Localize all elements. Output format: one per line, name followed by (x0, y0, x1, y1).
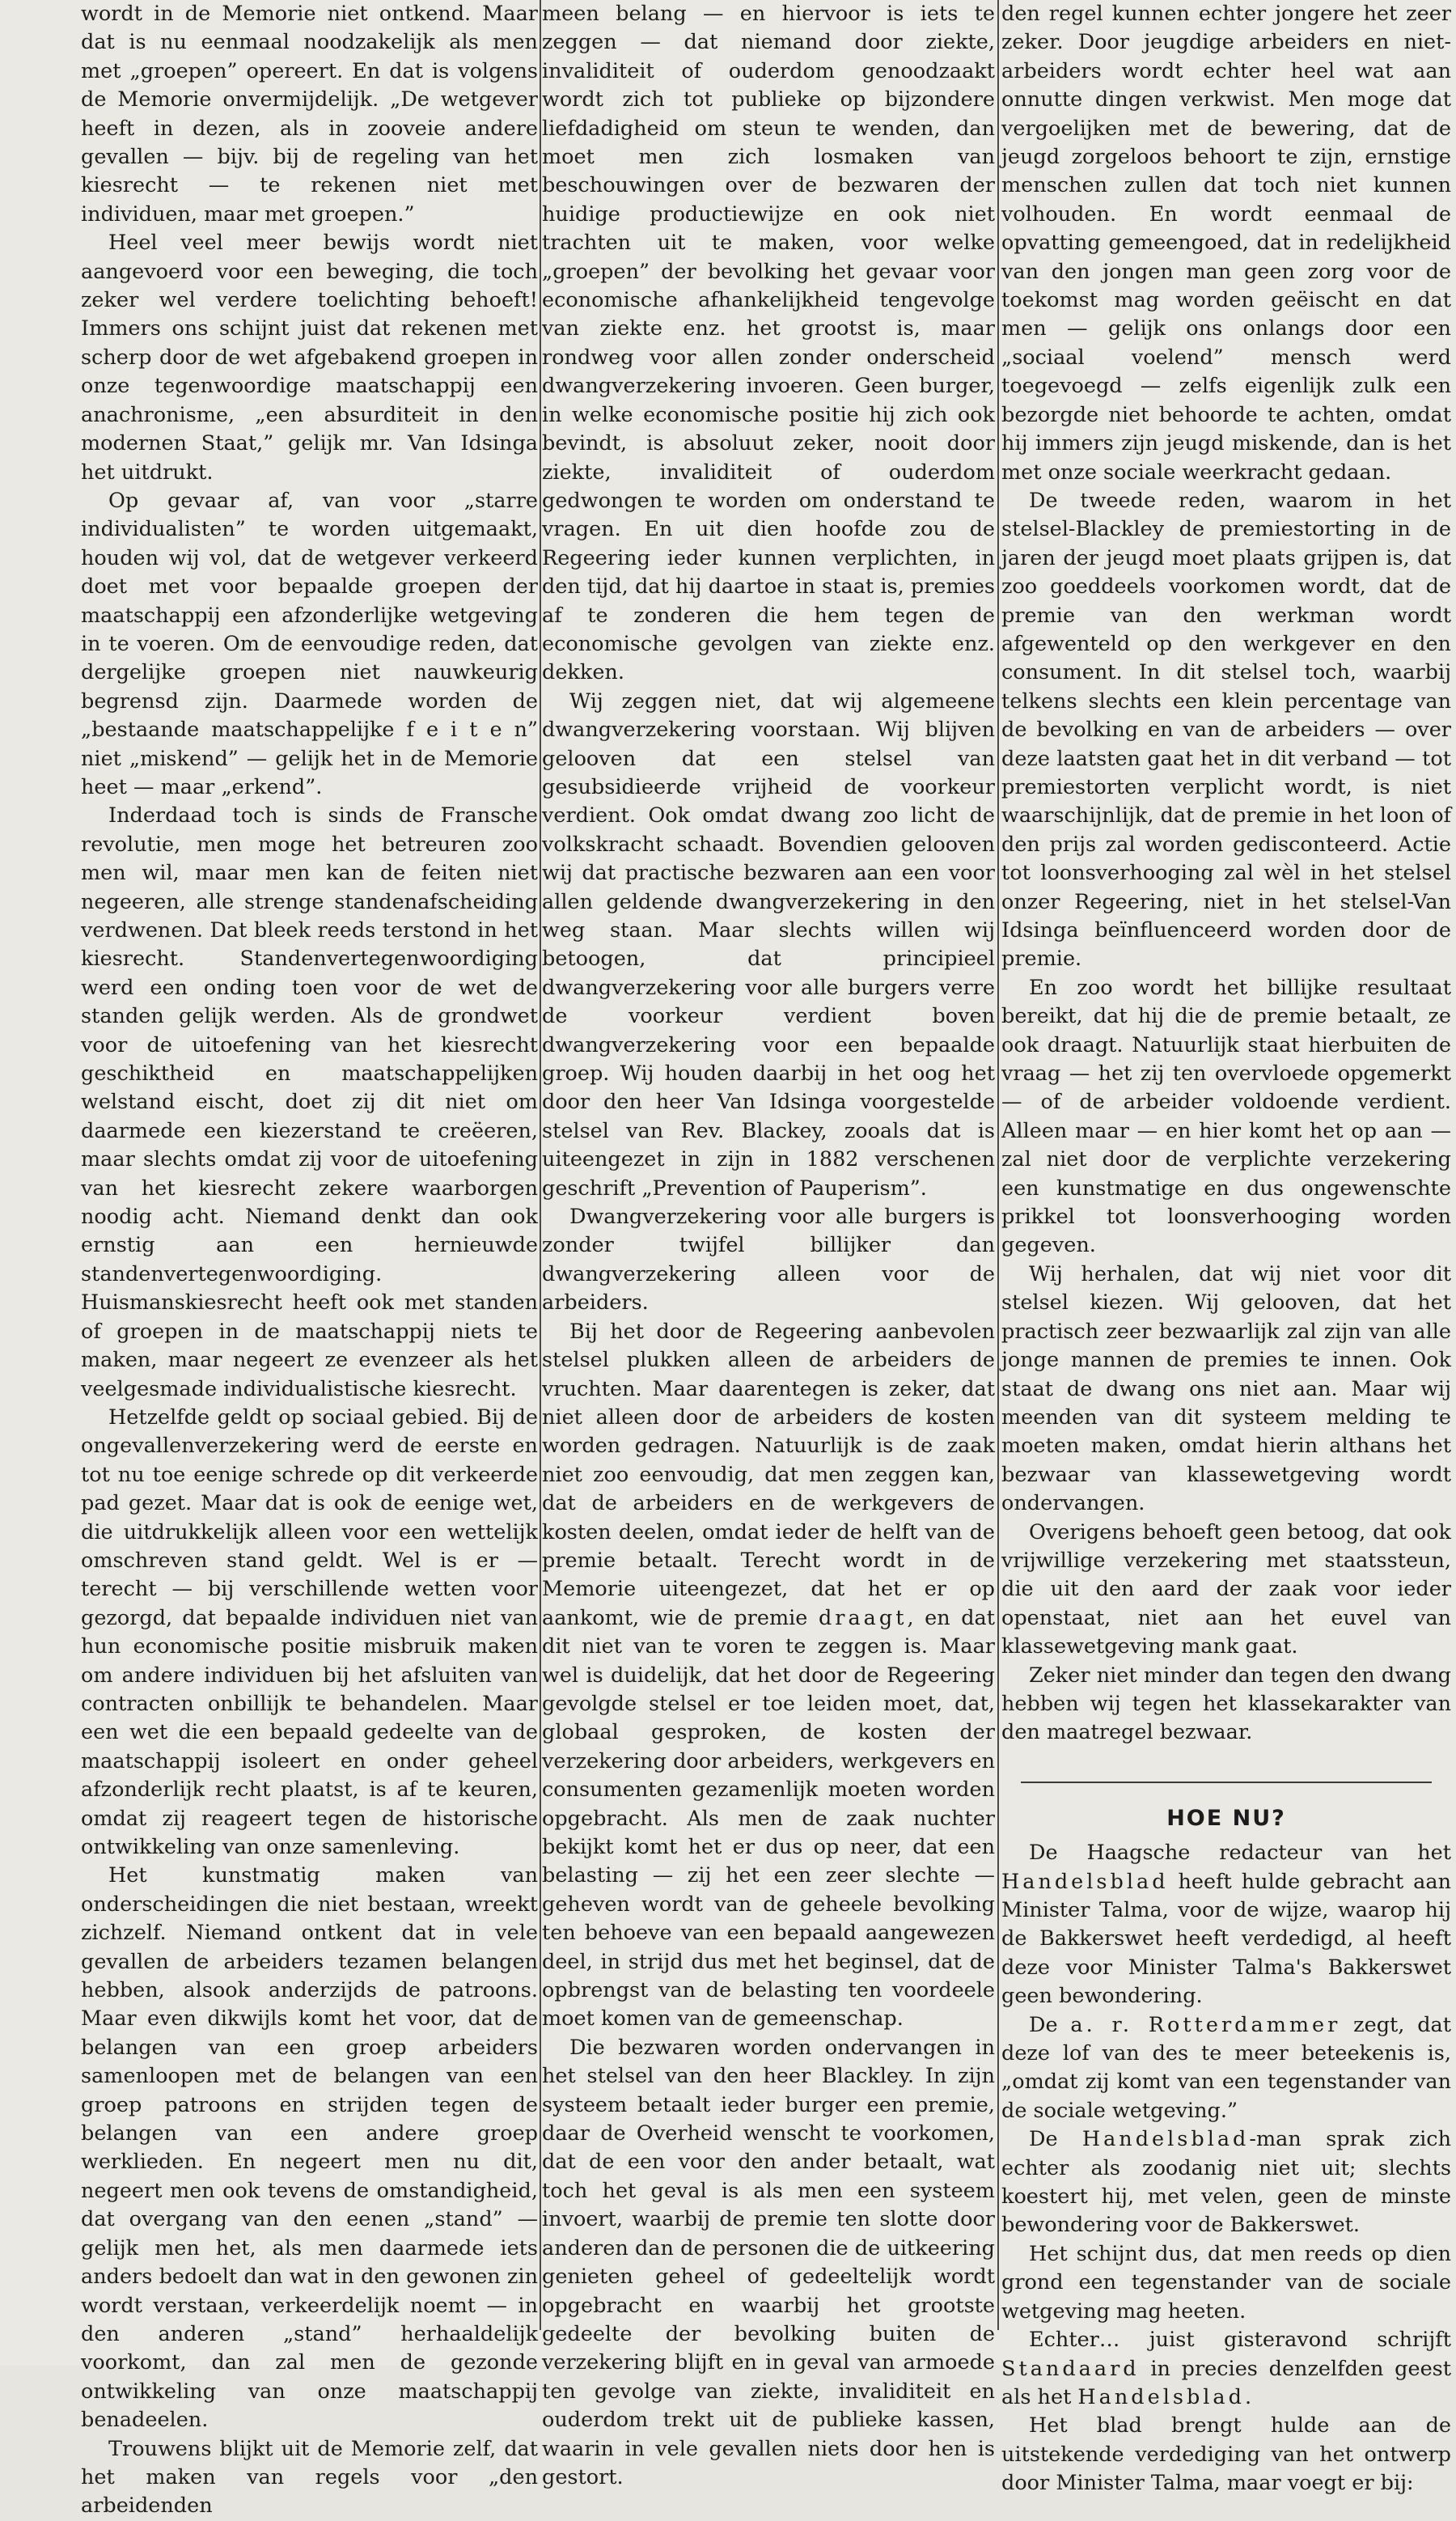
paragraph: Die bezwaren worden ondervangen in het stelsel van den heer Blackley. In zijn systeem betaalt ieder burger een premie, daar de Overheid wenscht te voorkomen, dat de een voor den ander betaalt, wat toch het geval is als men een systeem invoert, waarbij de premie ten slotte door anderen dan de personen die de uitkeering genieten geheel of gedeeltelijk wordt opgebracht en waarbij het grootste gedeelte der bevolking buiten de verzekering blijft en in geval van armoede ten gevolge van ziekte, invaliditeit en ouderdom trekt uit de publieke kassen, waarin in vele gevallen niets door hen is gestort. (542, 2035, 995, 2489)
text-run: . (1244, 2384, 1252, 2409)
column-divider (540, 0, 541, 2330)
paragraph: En zoo wordt het billijke resultaat bereikt, dat hij die de premie betaalt, ze ook draagt. Natuurlijk staat hierbuiten de vraag — het zij ten overvloede opgemerkt — of de arbeider voldoende verdient. Alleen maar — en hier komt het op aan — zal niet door de verplichte verzekering een kunstmatige en dus ongewenschte prikkel tot loonsverhooging worden gegeven. (1001, 975, 1451, 1258)
paragraph: Het schijnt dus, dat men reeds op dien grond een tegenstander van de sociale wetgeving mag heeten. (1001, 2241, 1451, 2324)
text-run: Echter… juist gisteravond schrijft (1029, 2328, 1451, 2353)
text-run: heeft hulde gebracht aan Minister Talma, voor de wijze, waarop hij de Bakkerswet heeft verdedigd, al heeft deze voor Minister Talma's Bakkerswet geen bewondering. (1001, 1869, 1451, 2009)
paragraph: Wij zeggen niet, dat wij algemeene dwangverzekering voorstaan. Wij blijven gelooven dat een stelsel van gesubsidieerde vrijheid de voorkeur verdient. Ook omdat dwang zoo licht de volkskracht schaadt. Bovendien gelooven wij dat practische bezwaren aan een voor allen geldende dwangverzekering in den weg staan. Maar slechts willen wij betoogen, dat principieel dwangverzekering voor alle burgers verre de voorkeur verdient boven dwangverzekering voor een bepaalde groep. Wij houden daarbij in het oog het door den heer Van Idsinga voorgestelde stelsel van Rev. Blackey, zooals dat is uiteengezet in zijn in 1882 verschenen geschrift „Prevention of Pauperism”. (542, 689, 995, 1201)
text-run: , en dat dit niet van te voren te zeggen is. Maar wel is duidelijk, dat het door de Regeering gevolgde stelsel er toe leiden moet, dat, globaal gesproken, de kosten der verzekering door arbeiders, werkgevers en consumenten gezamenlijk moeten worden opgebracht. Als men de zaak nuchter bekijkt komt het er dus op neer, dat een belasting — zij het een zeer slechte — geheven wordt van de geheele bevolking ten behoeve van een bepaald aangewezen deel, in strijd dus met het beginsel, dat de opbrengst van de belasting ten voordeele moet komen van de gemeenschap. (542, 1605, 996, 2032)
paragraph (1001, 2326, 1451, 2412)
paragraph: Heel veel meer bewijs wordt niet aangevoerd voor een beweging, die toch zeker wel verdere toelichting behoeft! Immers ons schijnt juist dat rekenen met scherp door de wet afgebakend groepen in onze tegenwoordige maatschappij een anachronisme, „een absurditeit in den modernen Staat,” gelijk mr. Van Idsinga het uitdrukt. (81, 231, 538, 485)
paragraph (1001, 2125, 1451, 2240)
column-divider (997, 0, 999, 2330)
text-run: in precies denzelfden geest als het (1001, 2356, 1451, 2409)
paragraph: wordt in de Memorie niet ontkend. Maar dat is nu eenmaal noodzakelijk als men met „groepen” opereert. En dat is volgens de Memorie onvermijdelijk. „De wetgever heeft in dezen, als in zooveie andere gevallen — bijv. bij de regeling van het kiesrecht — te rekenen niet met individuen, maar met groepen.” (81, 2, 538, 227)
paragraph: Inderdaad toch is sinds de Fransche revolutie, men moge het betreuren zoo men wil, maar men kan de feiten niet negeeren, alle strenge standenafscheiding verdwenen. Dat bleek reeds terstond in het kiesrecht. Standenvertegenwoordiging werd een onding toen voor de wet de standen gelijk werden. Als de grondwet voor de uitoefening van het kiesrecht geschiktheid en maatschappelijken welstand eischt, doet zij dit niet om daarmede een kiezerstand te creëeren, maar slechts omdat zij voor de uitoefening van het kiesrecht zekere waarborgen noodig acht. Niemand denkt dan ook ernstig aan een hernieuwde standenvertegenwoordiging. Huismanskiesrecht heeft ook met standen of groepen in de maatschappij niets te maken, maar negeert ze evenzeer als het veelgesmade individualistische kiesrecht. (81, 803, 538, 1401)
emphasis: a. r. Rotterdammer (1070, 2012, 1341, 2037)
emphasis: Handelsblad (1001, 1869, 1169, 1894)
text-run: zegt, dat deze lof van des te meer beteekenis is, „omdat zij komt van een tegenstander van de sociale wetgeving.” (1001, 2012, 1451, 2123)
paragraph (542, 1318, 995, 2034)
emphasis: Handelsblad (1077, 2384, 1245, 2409)
column-left (81, 0, 538, 2519)
paragraph: Hetzelfde geldt op sociaal gebied. Bij de ongevallenverzekering werd de eerste en tot nu toe eenige schrede op dit verkeerde pad gezet. Maar dat is ook de eenige wet, die uitdrukkelijk alleen voor een wettelijk omschreven stand geldt. Wel is er — terecht — bij verschillende wetten voor gezorgd, dat bepaalde individuen niet van hun economische positie misbruik maken om andere individuen bij het afsluiten van contracten onbillijk te behandelen. Maar een wet die een bepaald gedeelte van de maatschappij isoleert en onder geheel afzonderlijk recht plaatst, is af te keuren, omdat zij reageert tegen de historische ontwikkeling van onze samenleving. (81, 1405, 538, 1859)
paragraph: Op gevaar af, van voor „starre individualisten” te worden uitgemaakt, houden wij vol, dat de wetgever verkeerd doet met voor bepaalde groepen der maatschappij een afzonderlijke wetgeving in te voeren. Om de eenvoudige reden, dat dergelijke groepen niet nauwkeurig begrensd zijn. Daarmede worden de „bestaande maatschappelijke f e i t e n” niet „miskend” — gelijk het in de Memorie heet — maar „erkend”. (81, 488, 538, 799)
emphasis: Standaard (1001, 2356, 1140, 2381)
text-run: De (1029, 2012, 1071, 2037)
text-run: -man sprak zich echter als zoodanig niet uit; slechts koestert hij, met velen, geen de minste bewondering voor de Bakkerswet. (1001, 2127, 1451, 2238)
column-right (1001, 0, 1451, 2496)
paragraph: Zeker niet minder dan tegen den dwang hebben wij tegen het klassekarakter van den maatregel bezwaar. (1001, 1663, 1451, 1745)
paragraph: Trouwens blijkt uit de Memorie zelf, dat het maken van regels voor „den arbeidenden (81, 2436, 538, 2519)
section-heading: HOE NU? (1166, 1805, 1286, 1831)
paragraph: Het blad brengt hulde aan de uitstekende verdediging van het ontwerp door Minister Talma, maar voegt er bij: (1001, 2413, 1451, 2496)
paragraph (1001, 2011, 1451, 2126)
paragraph: den regel kunnen echter jongere het zeer zeker. Door jeugdige arbeiders en niet-arbeiders wordt echter heel wat aan onnutte dingen verkwist. Men moge dat vergoelijken met de bewering, dat de jeugd zorgeloos behoort te zijn, ernstige menschen zullen dat toch niet kunnen volhouden. En wordt eenmaal de opvatting gemeengoed, dat in redelijkheid van den jongen man geen zorg voor de toekomst mag worden geëischt en dat men — gelijk ons onlangs door een „sociaal voelend” mensch werd toegevoegd — zelfs eigenlijk zulk een bezorgde niet behoorde te achten, omdat hij immers zijn jeugd miskende, dan is het met onze sociale weerkracht gedaan. (1001, 2, 1451, 485)
text-run: Bij het door de Regeering aanbevolen stelsel plukken alleen de arbeiders de vruchten. Maar daarentegen is zeker, dat niet alleen door de arbeiders de kosten worden gedragen. Natuurlijk is de zaak niet zoo eenvoudig, dat men zeggen kan, dat de arbeiders en de werkgevers de kosten deelen, omdat ieder de helft van de premie betaalt. Terecht wordt in de Memorie uiteengezet, dat het er op aankomt, wie de premie (542, 1319, 995, 1630)
paragraph: Overigens behoeft geen betoog, dat ook vrijwillige verzekering met staatssteun, die uit den aard der zaak voor ieder openstaat, niet aan het euvel van klassewetgeving mank gaat. (1001, 1519, 1451, 1659)
emphasis: Handelsblad (1081, 2127, 1250, 2152)
text-run: De Haagsche redacteur van het (1029, 1841, 1451, 1866)
section-divider (1021, 1782, 1432, 1783)
paragraph: Wij herhalen, dat wij niet voor dit stelsel kiezen. Wij gelooven, dat het practisch zeer bezwaarlijk zal zijn van alle jonge mannen de premies te innen. Ook staat de dwang ons niet aan. Maar wij meenden van dit systeem melding te moeten maken, omdat hierin althans het bezwaar van klassewetgeving wordt ondervangen. (1001, 1261, 1451, 1516)
column-middle (542, 0, 996, 2489)
paragraph: meen belang — en hiervoor is iets te zeggen — dat niemand door ziekte, invaliditeit of ouderdom genoodzaakt wordt zich tot publieke op bijzondere liefdadigheid om steun te wenden, dan moet men zich losmaken van beschouwingen over de bezwaren der huidige productiewijze en ook niet trachten uit te maken, voor welke „groepen” der bevolking het gevaar voor economische afhankelijkheid tengevolge van ziekte enz. het grootst is, maar rondweg voor allen zonder onderscheid dwangverzekering invoeren. Geen burger, in welke economische positie hij zich ook bevindt, is absoluut zeker, nooit door ziekte, invaliditeit of ouderdom gedwongen te worden om onderstand te vragen. En uit dien hoofde zou de Regeering ieder kunnen verplichten, in den tijd, dat hij daartoe in staat is, premies af te zonderen die hem tegen de economische gevolgen van ziekte enz. dekken. (542, 2, 995, 685)
emphasis: draagt (818, 1605, 908, 1630)
paragraph: Dwangverzekering voor alle burgers is zonder twijfel billijker dan dwangverzekering alleen voor de arbeiders. (542, 1205, 995, 1316)
paragraph (1001, 1839, 1451, 2010)
paragraph: De tweede reden, waarom in het stelsel-Blackley de premiestorting in de jaren der jeugd moet plaats grijpen is, dat zoo goeddeels voorkomen wordt, dat de premie van den werkman wordt afgewenteld op den werkgever en den consument. In dit stelsel toch, waarbij telkens slechts een klein percentage van de bevolking en van de arbeiders — over deze laatsten gaat het in dit verband — tot premiestorten verplicht wordt, is niet waarschijnlijk, dat de premie in het loon of den prijs zal worden gedisconteerd. Actie tot loonsverhooging zal wèl in het stelsel onzer Regeering, niet in het stelsel-Van Idsinga beïnfluenceerd worden door de premie. (1001, 488, 1451, 972)
text-run: De (1029, 2127, 1082, 2152)
paragraph: Het kunstmatig maken van onderscheidingen die niet bestaan, wreekt zichzelf. Niemand ontkent dat in vele gevallen de arbeiders tezamen belangen hebben, alsook anderzijds de patroons. Maar even dikwijls komt het voor, dat de belangen van een groep arbeiders samenloopen met de belangen van een groep patroons en strijden tegen de belangen van een andere groep werklieden. En negeert men nu dit, negeert men ook tevens de omstandigheid, dat overgang van den eenen „stand” — gelijk men het, als men daarmede iets anders bedoelt dan wat in den gewonen zin wordt verstaan, verkeerdelijk noemt — in den anderen „stand” herhaaldelijk voorkomt, dan zal men de gezonde ontwikkeling van onze maatschappij benadeelen. (81, 1863, 538, 2433)
